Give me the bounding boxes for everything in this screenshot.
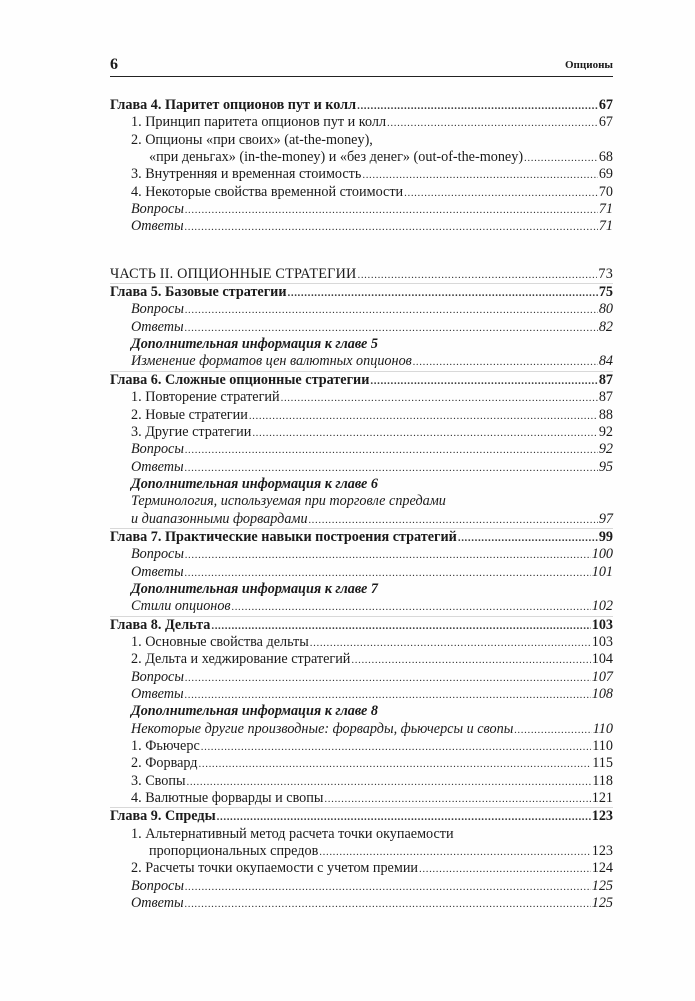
toc-page-number: 80: [598, 301, 613, 318]
toc-entry-title: 2. Новые стратегии: [131, 406, 248, 423]
dot-leader: [309, 512, 598, 529]
toc-page-number: 104: [591, 651, 613, 668]
toc-section: [110, 407, 613, 424]
toc-supplement-heading: [110, 581, 613, 598]
dot-leader: [514, 722, 591, 739]
dot-leader: [199, 756, 592, 773]
toc-entry-title: Глава 4. Паритет опционов пут и колл: [110, 97, 357, 113]
dot-leader: [357, 98, 598, 115]
toc-chapter: [110, 528, 613, 546]
toc-entry-title: Ответы: [131, 458, 184, 475]
toc-section: [110, 389, 613, 406]
toc-page-number: 92: [598, 423, 613, 440]
dot-leader: [185, 202, 598, 219]
toc-page-number: 82: [598, 318, 613, 335]
toc-section: [110, 755, 613, 772]
dot-leader: [288, 285, 598, 302]
toc-subentry: [110, 511, 613, 528]
toc-entry-title: и диапазонными форвардами: [131, 510, 308, 527]
toc-entry-title: Глава 7. Практические навыки построения стратегий: [110, 528, 457, 545]
toc-page-number: 84: [598, 353, 613, 370]
toc-page-number: 125: [591, 895, 613, 912]
toc-page-number: 103: [591, 633, 613, 650]
page-header: [110, 56, 613, 77]
toc-chapter: [110, 807, 613, 825]
toc-page-number: 73: [598, 265, 613, 282]
dot-leader: [211, 618, 590, 635]
toc-section-continued: [110, 843, 613, 860]
toc-subentry: [110, 441, 613, 458]
toc-section: [110, 651, 613, 668]
toc-entry-title: Ответы: [131, 895, 184, 912]
toc-entry-title: 4. Некоторые свойства временной стоимости: [131, 183, 404, 200]
toc-entry-title: Вопросы: [131, 441, 184, 458]
toc-section: [110, 184, 613, 201]
toc-page-number: 110: [592, 738, 613, 755]
toc-entry-title: 1. Принцип паритета опционов пут и колл: [131, 114, 387, 131]
toc-entry-title: Вопросы: [131, 201, 184, 218]
toc-page-number: 108: [591, 686, 613, 702]
toc-entry-title: 2. Дельта и хеджирование стратегий: [131, 651, 351, 668]
toc-subentry: [110, 319, 613, 336]
toc-entry-title: Дополнительная информация к главе 5: [131, 336, 378, 353]
toc-entry-title: 3. Свопы: [131, 772, 186, 789]
toc-page-number: 100: [591, 546, 613, 563]
toc-entry-title: «при деньгах» (in-the-money) и «без денег» (out-of-the-money): [149, 149, 524, 166]
toc-supplement-heading: [110, 336, 613, 353]
toc-entry-title: Дополнительная информация к главе 8: [131, 703, 378, 720]
dot-leader: [201, 739, 591, 756]
toc-section: [110, 738, 613, 755]
toc-entry-title: 2. Опционы «при своих» (at-the-money),: [131, 131, 373, 148]
toc-page-number: 88: [598, 406, 613, 423]
dot-leader: [185, 896, 591, 913]
toc-chapter: [110, 371, 613, 389]
dot-leader: [404, 185, 598, 202]
toc-page-number: 70: [598, 183, 613, 200]
dot-leader: [252, 425, 597, 442]
toc-section: [110, 424, 613, 441]
dot-leader: [324, 791, 590, 808]
toc-page-number: 124: [591, 860, 613, 877]
dot-leader: [310, 635, 591, 652]
dot-leader: [185, 302, 598, 319]
toc-entry-title: Вопросы: [131, 546, 184, 563]
dot-leader: [185, 219, 598, 236]
toc-entry-title: Вопросы: [131, 301, 184, 318]
toc-subentry: [110, 301, 613, 318]
toc-section: [110, 634, 613, 651]
toc-entry-title: Дополнительная информация к главе 6: [131, 475, 378, 492]
dot-leader: [185, 879, 591, 896]
toc-section: [110, 166, 613, 183]
toc-entry-title: Вопросы: [131, 668, 184, 685]
toc-page-number: 67: [598, 114, 613, 131]
toc-chapter: [110, 283, 613, 301]
dot-leader: [524, 150, 598, 167]
toc-section: [110, 826, 613, 843]
toc-entry-title: Глава 9. Спреды: [110, 808, 216, 825]
dot-leader: [185, 670, 591, 687]
dot-leader: [281, 390, 598, 407]
toc-part: [110, 266, 613, 283]
dot-leader: [185, 687, 591, 704]
toc-entry-title: 2. Расчеты точки окупаемости с учетом премии: [131, 860, 419, 877]
dot-leader: [351, 652, 590, 669]
toc-page-number: 87: [598, 371, 613, 388]
dot-leader: [362, 167, 597, 184]
dot-leader: [217, 809, 591, 826]
dot-leader: [185, 547, 591, 564]
toc-subentry: [110, 878, 613, 895]
toc-subentry: [110, 598, 613, 615]
toc-chapter: [110, 616, 613, 634]
dot-leader: [370, 373, 597, 390]
toc-subentry: [110, 721, 613, 738]
toc-entry-title: Ответы: [131, 318, 184, 335]
toc-page-number: 92: [598, 441, 613, 458]
toc-entry-title: 1. Основные свойства дельты: [131, 633, 309, 650]
toc-section: [110, 860, 613, 877]
toc-entry-title: Изменение форматов цен валютных опционов: [131, 353, 412, 370]
toc-entry-title: Глава 5. Базовые стратегии: [110, 284, 287, 301]
toc-entry-title: ЧАСТЬ II. ОПЦИОННЫЕ СТРАТЕГИИ: [110, 265, 357, 282]
dot-leader: [185, 565, 591, 582]
toc-entry-title: 2. Форвард: [131, 755, 198, 772]
toc-subentry: [110, 493, 613, 510]
toc-entry-title: Стили опционов: [131, 598, 231, 615]
toc-subentry: [110, 669, 613, 686]
toc-subentry: [110, 459, 613, 476]
toc-entry-title: 1. Альтернативный метод расчета точки окупаемости: [131, 825, 454, 842]
toc-entry-title: 1. Повторение стратегий: [131, 389, 280, 406]
toc-page-number: 115: [592, 755, 613, 772]
dot-leader: [232, 599, 591, 616]
toc-section: [110, 773, 613, 790]
toc-page-number: 97: [598, 510, 613, 527]
toc-chapter: [110, 97, 613, 114]
dot-leader: [387, 115, 598, 132]
toc-entry-title: 3. Другие стратегии: [131, 423, 252, 440]
toc-page-number: 101: [591, 563, 613, 580]
toc-page-number: 71: [598, 201, 613, 218]
toc-entry-title: Некоторые другие производные: форварды, фьючерсы и свопы: [131, 720, 514, 737]
toc-page-number: 107: [591, 668, 613, 685]
toc-section: [110, 790, 613, 807]
toc-supplement-heading: [110, 703, 613, 720]
toc-entry-title: 3. Внутренняя и временная стоимость: [131, 166, 362, 183]
running-title: Опционы: [565, 59, 613, 71]
toc-page-number: 123: [591, 843, 613, 860]
dot-leader: [458, 530, 598, 547]
toc-subentry: [110, 564, 613, 581]
toc-page-number: 75: [598, 284, 613, 301]
toc-section-continued: [110, 149, 613, 166]
dot-leader: [319, 844, 590, 861]
toc-page-number: 69: [598, 166, 613, 183]
toc-entry-title: Дополнительная информация к главе 7: [131, 580, 378, 597]
toc-section: [110, 114, 613, 131]
toc-page-number: 102: [591, 598, 613, 615]
toc-page-number: 99: [598, 528, 613, 545]
toc-entry-title: Ответы: [131, 686, 184, 702]
toc-subentry: [110, 895, 613, 912]
toc-page-number: 121: [591, 790, 613, 807]
toc-entry-title: Глава 8. Дельта: [110, 616, 211, 633]
dot-leader: [185, 442, 598, 459]
table-of-contents: [110, 97, 613, 912]
toc-page-number: 95: [598, 458, 613, 475]
toc-section: [110, 132, 613, 149]
toc-page-number: 71: [598, 218, 613, 235]
dot-leader: [249, 408, 598, 425]
toc-subentry: [110, 546, 613, 563]
toc-page-number: 68: [598, 149, 613, 166]
toc-page-number: 118: [592, 772, 613, 789]
section-gap: [110, 236, 613, 266]
toc-page-number: 110: [592, 720, 613, 737]
toc-entry-title: Вопросы: [131, 877, 184, 894]
toc-page-number: 87: [598, 389, 613, 406]
dot-leader: [185, 320, 598, 337]
dot-leader: [357, 267, 597, 284]
dot-leader: [419, 861, 591, 878]
dot-leader: [186, 774, 591, 791]
toc-entry-title: Ответы: [131, 563, 184, 580]
toc-page-number: 125: [591, 877, 613, 894]
toc-supplement-heading: [110, 476, 613, 493]
toc-entry-title: Терминология, используемая при торговле спредами: [131, 493, 446, 510]
toc-page-number: 67: [598, 97, 613, 113]
page-number: 6: [110, 56, 118, 73]
toc-entry-title: 4. Валютные форварды и свопы: [131, 790, 324, 807]
toc-subentry: [110, 353, 613, 370]
toc-entry-title: пропорциональных спредов: [149, 843, 319, 860]
toc-page-number: 123: [591, 808, 613, 825]
toc-subentry: [110, 201, 613, 218]
dot-leader: [413, 354, 598, 371]
dot-leader: [185, 460, 598, 477]
toc-entry-title: 1. Фьючерс: [131, 738, 200, 755]
toc-entry-title: Ответы: [131, 218, 184, 235]
toc-subentry: [110, 686, 613, 703]
toc-entry-title: Глава 6. Сложные опционные стратегии: [110, 371, 370, 388]
toc-subentry: [110, 218, 613, 235]
toc-page-number: 103: [591, 616, 613, 633]
